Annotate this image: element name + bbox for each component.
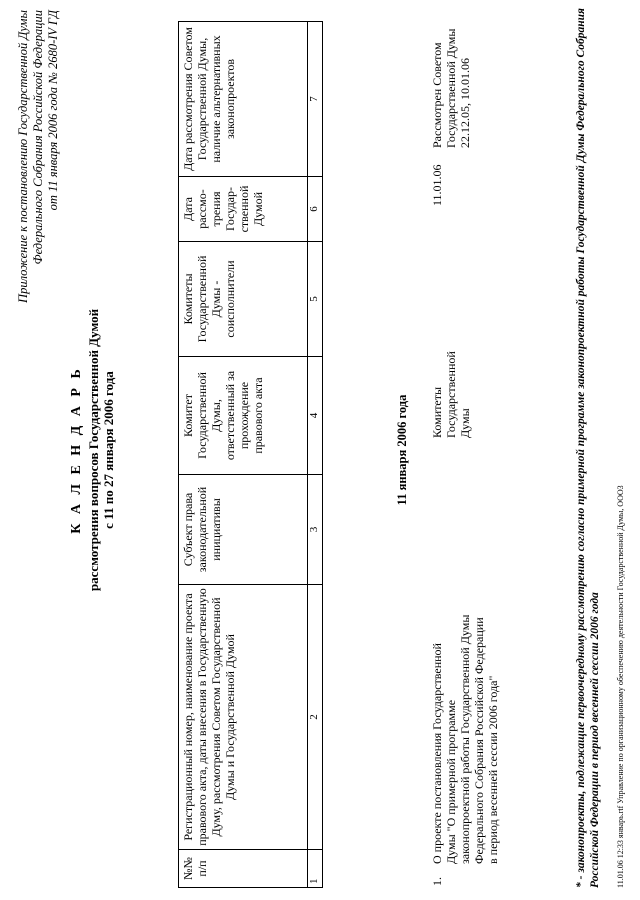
header-council-date: Дата рассмотрения Советом Государственной Думы, наличие альтернативных законопроектов [179,22,308,177]
date-heading: 11 января 2006 года [395,394,409,506]
header-duma-date: Дата рассмо-трения Государ-ственной Думой [179,177,308,242]
appendix-reference [16,10,61,380]
document-title [68,0,116,900]
header-initiator: Субъект права законодательной инициативы [179,475,308,585]
item-number: 1. [430,877,444,886]
header-responsible-committee: Комитет Государственной Думы, ответственный за прохождение правового акта [179,357,308,475]
appendix-line-3: от 11 января 2006 года № 2680-IV ГД [46,10,60,211]
title-calendar: К А Л Е Н Д А Р Ь [69,366,84,534]
column-number: 2 [308,585,323,850]
calendar-table [178,21,323,888]
item-duma-date: 11.01.06 [430,164,444,206]
table-column-numbers-row [308,22,323,888]
print-info-line: 11.01.06 12:33 январь.rtf Управление по организационному обеспечению деятельности Государственной Думы, ООО3 [616,485,625,888]
column-number: 6 [308,177,323,242]
item-committee: Комитеты Государственной Думы [430,351,472,438]
table-header-row [179,22,308,888]
footnote: * - законопроекты, подлежащие первоочередному рассмотрению согласно примерной программе законопроектной работы Государственной Думы Федерального Собрания Российской Федерации в период весенней сессии 2006 года [575,8,601,888]
item-council-note: Рассмотрен Советом Государственной Думы 22.12.05, 10.01.06 [430,28,472,148]
appendix-line-1: Приложение к постановлению Государственной Думы [16,10,30,303]
column-number: 1 [308,850,323,888]
column-number: 3 [308,475,323,585]
column-number: 4 [308,357,323,475]
item-title: О проекте постановления Государственной Думы "О примерной программе законопроектной работы Государственной Думы Федерального Собрания Российской Федерации в период весенней сессии 2006 года" [430,614,500,864]
appendix-line-2: Федерального Собрания Российской Федерации [31,10,45,265]
header-number: №№ п/п [179,850,308,888]
column-number: 5 [308,242,323,357]
title-period: с 11 по 27 января 2006 года [101,371,116,529]
column-number: 7 [308,22,323,177]
title-subject: рассмотрения вопросов Государственной Думой [86,308,101,592]
header-co-committees: Комитеты Государственной Думы - соисполнители [179,242,308,357]
header-registration: Регистрационный номер, наименование проекта правового акта, даты внесения в Государственную Думу, рассмотрения Советом Государственной Думы и Государственной Думой [179,585,308,850]
